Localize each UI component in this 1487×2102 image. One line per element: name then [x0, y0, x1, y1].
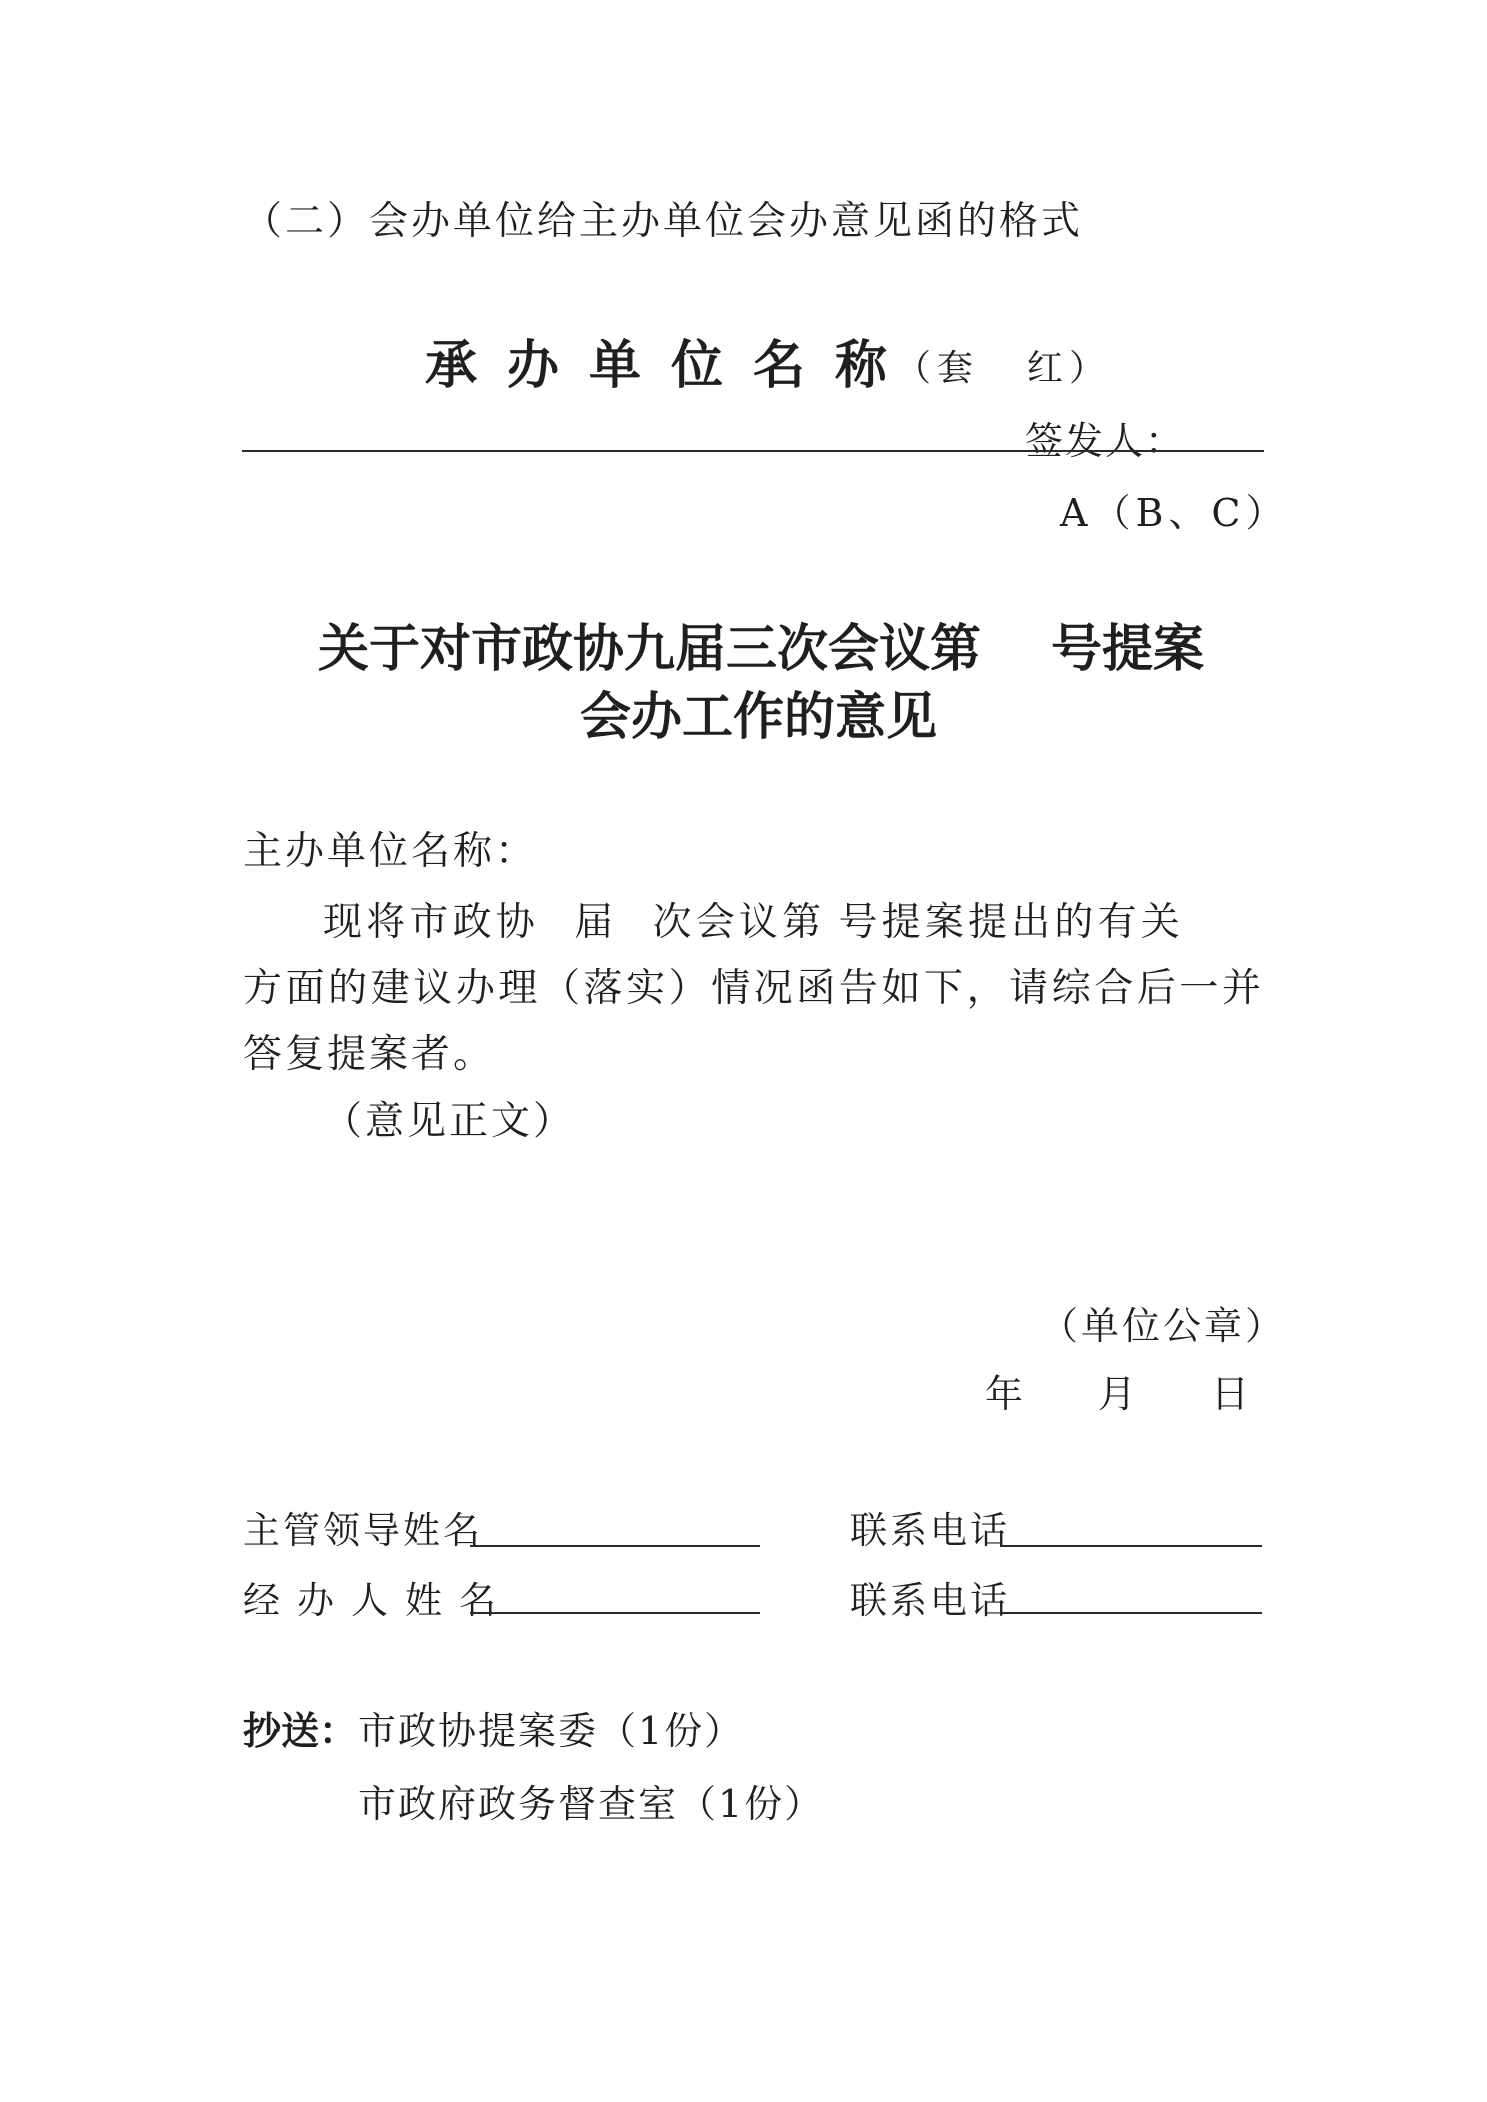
- handler-phone-label: 联系电话: [850, 1579, 1010, 1622]
- body-seg1: 现将市政协: [323, 900, 539, 945]
- date-day: 日: [1211, 1372, 1250, 1416]
- header-divider: [242, 450, 1264, 452]
- leader-name-label: 主管领导姓名: [243, 1509, 483, 1552]
- document-number: A（B、C）: [1060, 491, 1289, 535]
- title-part1: 关于对市政协九届三次会议第: [318, 619, 982, 679]
- unit-seal: （单位公章）: [1040, 1304, 1287, 1348]
- handler-phone-field[interactable]: [1000, 1612, 1262, 1614]
- red-header-note-open: （套: [895, 348, 980, 389]
- body-paragraph: [243, 890, 1264, 1088]
- body-seg3: 次会议第: [651, 900, 826, 945]
- red-header-note: [895, 340, 1111, 391]
- date-line: [985, 1363, 1249, 1418]
- title-part2: 号提案: [1051, 619, 1205, 679]
- cc-label: 抄送：: [243, 1708, 358, 1753]
- body-seg5: 方面的建议办理（落实）情况函告如下，请综合后一并答复提案者。: [243, 966, 1264, 1077]
- date-year: 年: [985, 1372, 1024, 1416]
- handler-name-field[interactable]: [470, 1612, 760, 1614]
- issuing-org-name: 承办单位名称: [425, 335, 918, 396]
- opinion-placeholder: （意见正文）: [323, 1099, 576, 1144]
- section-heading: （二）会办单位给主办单位会办意见函的格式: [243, 199, 1084, 244]
- leader-phone-label: 联系电话: [850, 1509, 1010, 1552]
- cc-item: 市政府政务督查室（1份）: [358, 1782, 825, 1826]
- leader-phone-field[interactable]: [1000, 1545, 1262, 1547]
- handler-name-label: 经办人姓名: [243, 1579, 513, 1622]
- leader-name-field[interactable]: [470, 1545, 760, 1547]
- cc-item: 市政协提案委（1份）: [358, 1709, 745, 1753]
- document-title-line2: 会办工作的意见: [580, 687, 938, 747]
- date-month: 月: [1098, 1372, 1137, 1416]
- red-header-note-close: 红）: [1027, 348, 1112, 389]
- body-seg4: 号提案提出的有关: [837, 900, 1184, 945]
- document-title-line1: [318, 607, 1204, 681]
- addressee: 主办单位名称：: [243, 829, 538, 874]
- body-seg2: 届: [572, 900, 618, 945]
- signer-label: 签发人：: [1025, 419, 1186, 463]
